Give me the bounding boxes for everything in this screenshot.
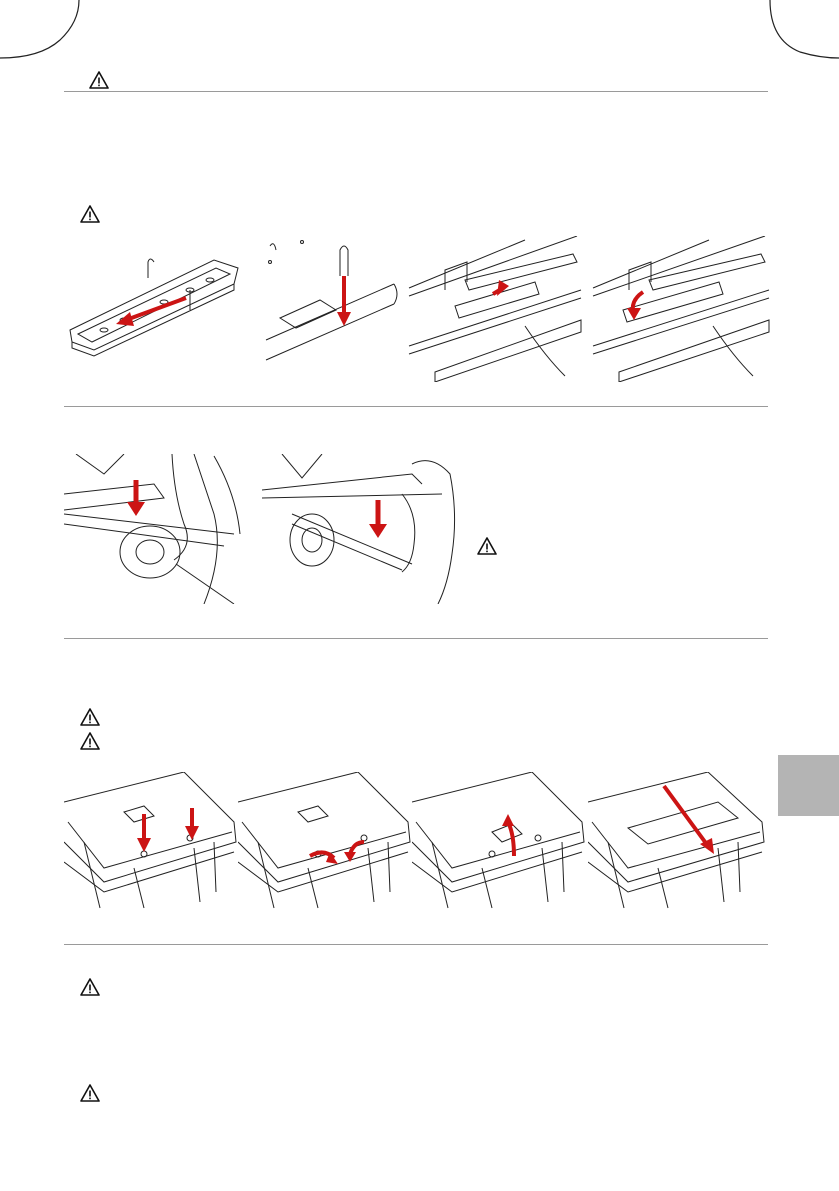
figure-stretcher-overview (64, 238, 240, 378)
figure-frame-press-down (64, 772, 238, 910)
section-divider (64, 91, 768, 92)
warning-triangle-icon (80, 1084, 100, 1102)
figure-pin-insertion (262, 236, 402, 378)
figure-handle-push-right (262, 454, 462, 604)
warning-triangle-icon (80, 732, 100, 750)
warning-triangle-icon (89, 71, 109, 89)
warning-triangle-icon (80, 978, 100, 996)
figure-frame-rotate (238, 772, 412, 910)
section-divider (64, 944, 768, 945)
section-divider (64, 406, 768, 407)
warning-triangle-icon (80, 205, 100, 223)
figure-bracket-lock-2 (589, 236, 771, 382)
warning-triangle-icon (477, 537, 497, 555)
section-divider (64, 638, 768, 639)
figure-handle-push-left (64, 454, 244, 604)
chapter-tab (778, 755, 839, 816)
figure-bracket-lock-1 (405, 236, 583, 382)
figure-frame-slide (588, 772, 768, 910)
figure-frame-lift (412, 772, 586, 910)
warning-triangle-icon (80, 708, 100, 726)
